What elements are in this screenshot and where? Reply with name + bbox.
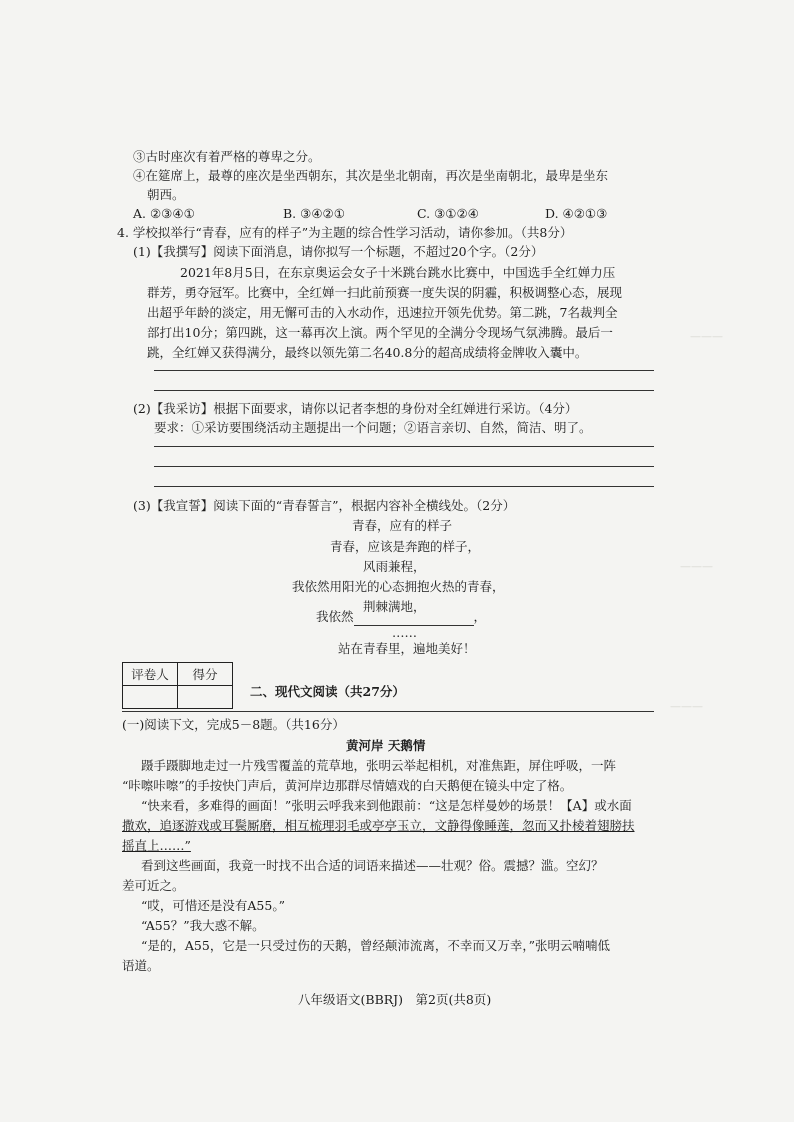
oath-closing: 站在青春里，遍地美好！ [338, 641, 476, 656]
score-header: 得分 [178, 663, 233, 686]
article-para: “咔嚓咔嚓”的手按快门声后，黄河岸边那群尽情嬉戏的白天鹅便在镜头中定了格。 [122, 778, 573, 793]
oath-line-2: 风雨兼程， [363, 559, 426, 574]
q4-stem: 4. 学校拟举行“青春，应有的样子”为主题的综合性学习活动，请你参加。（共8分） [117, 225, 573, 240]
news-line-1: 2021年8月5日，在东京奥运会女子十米跳台跳水比赛中，中国选手全红婵力压 [180, 265, 616, 280]
oath-line-3: 我依然用阳光的心态拥抱火热的青春， [292, 579, 505, 594]
oath-title: 青春，应有的样子 [352, 518, 453, 533]
oath-line-5-prefix: 我依然 [316, 609, 354, 624]
article-para-underlined: 撒欢，追逐游戏或耳鬓厮磨，相互梳理羽毛或亭亭玉立，文静得像睡莲，忽而又扑棱着翅膀扶 [122, 818, 635, 833]
q4-part2-prompt: (2)【我采访】根据下面要求，请你以记者李想的身份对全红婵进行采访。（4分） [133, 401, 578, 416]
news-line-4: 部打出10分；第四跳，这一幕再次上演。两个罕见的全满分令现场气氛沸腾。最后一 [147, 325, 613, 340]
q4-part1-prompt: (1)【我撰写】阅读下面消息，请你拟写一个标题，不超过20个字。（2分） [133, 244, 544, 259]
q4-part2-requirement: 要求：①采访要围绕活动主题提出一个问题；②语言亲切、自然，简洁、明了。 [154, 420, 592, 435]
section-title: 二、现代文阅读（共27分） [250, 684, 405, 699]
article-para: 差可近之。 [122, 878, 185, 893]
section-divider [122, 711, 654, 712]
q3-choice-d: D. ④②①③ [545, 206, 608, 221]
answer-line[interactable] [154, 390, 654, 391]
bleed-through-mark: ——— [670, 700, 703, 713]
article-para: “A55？”我大惑不解。 [141, 918, 265, 933]
grader-header: 评卷人 [123, 663, 178, 686]
q3-statement-3: ③古时座次有着严格的尊卑之分。 [133, 149, 321, 164]
article-para-underlined: 摇直上……” [122, 838, 191, 853]
answer-line[interactable] [154, 486, 654, 487]
answer-line[interactable] [154, 446, 654, 447]
q3-statement-4-cont: 朝西。 [147, 187, 185, 202]
answer-line[interactable] [154, 370, 654, 371]
bleed-through-mark: ——— [680, 560, 713, 573]
bleed-through-mark: ——— [690, 330, 723, 343]
news-line-3: 出超乎年龄的淡定，用无懈可击的入水动作，迅速拉开领先优势。第二跳，7名裁判全 [147, 305, 618, 320]
q3-choice-a: A. ②③④① [133, 206, 195, 221]
oath-line-4: 荆棘满地， [363, 599, 426, 614]
q3-choice-b: B. ③④②① [283, 206, 345, 221]
answer-line[interactable] [154, 466, 654, 467]
score-cell[interactable] [178, 686, 233, 709]
article-para: “是的，A55，它是一只受过伤的天鹅，曾经颠沛流离，不幸而又万幸，”张明云喃喃低 [141, 938, 610, 953]
oath-line-5-suffix: ， [473, 609, 487, 624]
grading-table [122, 662, 233, 709]
article-para: “快来看，多难得的画面！”张明云呼我来到他跟前：“这是怎样曼妙的场景！【A】或水面 [141, 798, 632, 813]
news-line-5: 跳，全红婵又获得满分，最终以领先第二名40.8分的超高成绩将金牌收入囊中。 [147, 345, 588, 360]
article-para: 看到这些画面，我竟一时找不出合适的词语来描述——壮观？俗。震撼？滥。空幻？ [141, 858, 604, 873]
q4-part3-prompt: (3)【我宣誓】阅读下面的“青春誓言”，根据内容补全横线处。（2分） [133, 498, 516, 513]
q3-choice-c: C. ③①②④ [417, 206, 479, 221]
section-subtitle: (一)阅读下文，完成5－8题。（共16分） [122, 717, 345, 732]
article-title: 黄河岸 天鹅情 [346, 738, 426, 753]
page-footer: 八年级语文(BBRJ) 第2页(共8页) [298, 992, 492, 1007]
article-para: 蹑手蹑脚地走过一片残雪覆盖的荒草地，张明云举起相机，对准焦距，屏住呼吸，一阵 [141, 758, 617, 773]
article-para: “哎，可惜还是没有A55。” [141, 898, 285, 913]
grader-cell[interactable] [123, 686, 178, 709]
oath-line-1: 青春，应该是奔跑的样子， [330, 539, 481, 554]
news-line-2: 群芳，勇夺冠军。比赛中，全红婵一扫此前预赛一度失误的阴霾，积极调整心态，展现 [147, 285, 623, 300]
q3-statement-4: ④在筵席上，最尊的座次是坐西朝东，其次是坐北朝南，再次是坐南朝北，最卑是坐东 [133, 168, 609, 183]
oath-ellipsis: …… [392, 625, 417, 640]
article-para: 语道。 [122, 958, 160, 973]
